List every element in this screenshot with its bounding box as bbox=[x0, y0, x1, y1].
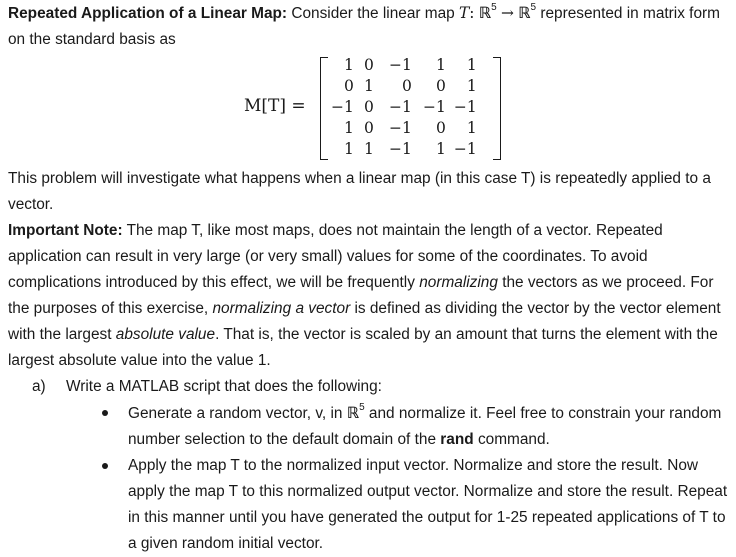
part-a bbox=[8, 374, 730, 400]
note-absolute-value: absolute value bbox=[115, 326, 216, 343]
bullet-1-text-a: Generate a random vector, v, in bbox=[128, 405, 343, 422]
matrix-cell: −1 bbox=[389, 98, 412, 116]
matrix-cell: 1 bbox=[435, 56, 446, 74]
problem-heading: Repeated Application of a Linear Map: bbox=[8, 5, 288, 22]
matrix-cell: 1 bbox=[466, 77, 477, 95]
matrix-cell: 0 bbox=[435, 77, 446, 95]
matrix-equation bbox=[8, 53, 730, 166]
intro-text-2: represented in matrix form on the standard basis as bbox=[8, 5, 720, 48]
note-text-2: the vectors as we proceed. For the purposes of this exercise, bbox=[8, 274, 714, 317]
matrix-cell: 0 bbox=[435, 119, 446, 137]
matrix-right-bracket bbox=[493, 57, 501, 160]
map-symbol: T bbox=[459, 4, 470, 22]
matrix-table bbox=[327, 55, 481, 160]
dimension-superscript: 5 bbox=[530, 1, 537, 13]
note-normalizing: normalizing bbox=[419, 274, 498, 291]
map-colon: : bbox=[469, 4, 475, 22]
bullet-2-text: Apply the map T to the normalized input vector. Normalize and store the result. Now apply the map T to this normalized output vector. Normalize and store the result. Repeat in this manner until you have generated the output for 1-25 repeated applications of T to a given random initial vector. bbox=[128, 457, 728, 552]
intro-text-1: Consider the linear map bbox=[291, 5, 455, 22]
intro-paragraph bbox=[8, 0, 730, 53]
matrix-cell: −1 bbox=[453, 98, 477, 116]
matrix-cell: 0 bbox=[363, 98, 374, 116]
matrix-row bbox=[327, 55, 481, 76]
matrix-cell: 0 bbox=[363, 56, 374, 74]
bullet-icon bbox=[102, 410, 108, 416]
matrix-row bbox=[327, 76, 481, 97]
matrix-row bbox=[327, 118, 481, 139]
note-normalizing-vector: normalizing a vector bbox=[212, 300, 351, 317]
bullet-item bbox=[128, 453, 730, 557]
matrix-cell: 1 bbox=[435, 140, 446, 158]
matrix-cell: 1 bbox=[343, 56, 354, 74]
dimension-superscript: 5 bbox=[491, 1, 497, 13]
matrix-cell: 1 bbox=[363, 77, 374, 95]
matrix-cell: 0 bbox=[363, 119, 374, 137]
matrix-cell: −1 bbox=[331, 98, 354, 116]
real-space-symbol: ℝ bbox=[346, 404, 360, 422]
important-note-paragraph bbox=[8, 218, 730, 374]
matrix-cell: 1 bbox=[343, 140, 354, 158]
part-a-label: a) bbox=[32, 378, 46, 395]
matrix-row bbox=[327, 139, 481, 160]
matrix-label: M[T] = bbox=[244, 96, 306, 116]
matrix-cell: 1 bbox=[343, 119, 354, 137]
map-arrow: → bbox=[500, 4, 514, 22]
matrix-cell: 1 bbox=[466, 56, 477, 74]
matrix-cell: −1 bbox=[389, 56, 412, 74]
bullet-icon bbox=[102, 463, 108, 469]
matrix-cell: −1 bbox=[389, 140, 412, 158]
note-text-3: is defined as dividing the vector by the vector element with the largest bbox=[8, 300, 721, 343]
matrix-cell: 1 bbox=[363, 140, 374, 158]
matrix-cell: 0 bbox=[401, 77, 412, 95]
part-a-text: Write a MATLAB script that does the following: bbox=[66, 378, 382, 395]
matrix-cell: −1 bbox=[389, 119, 412, 137]
matrix-row bbox=[327, 97, 481, 118]
part-a-bullet-list bbox=[8, 400, 730, 557]
matrix-cell: 1 bbox=[466, 119, 477, 137]
note-text-4: . That is, the vector is scaled by an amount that turns the element with the largest absolute value into the value 1. bbox=[8, 326, 718, 369]
real-space-symbol: ℝ bbox=[518, 4, 531, 22]
matrix-cell: 0 bbox=[343, 77, 354, 95]
note-heading: Important Note: bbox=[8, 222, 123, 239]
bullet-1-text-b: and normalize it. Feel free to constrain your random number selection to the default domain of the bbox=[128, 405, 722, 448]
bullet-item bbox=[128, 400, 730, 453]
note-text-1: The map T, like most maps, does not maintain the length of a vector. Repeated application can result in very large (or very small) values for some of the coordinates. To avoid complications introduced by this effect, we will be frequently bbox=[8, 222, 663, 291]
bullet-1-text-c: command. bbox=[477, 431, 550, 448]
matrix-cell: −1 bbox=[423, 98, 446, 116]
dimension-superscript: 5 bbox=[359, 401, 365, 413]
investigate-paragraph: This problem will investigate what happens when a linear map (in this case T) is repeatedly applied to a vector. bbox=[8, 170, 711, 213]
rand-command: rand bbox=[440, 431, 474, 448]
matrix-cell: −1 bbox=[453, 140, 477, 158]
real-space-symbol: ℝ bbox=[478, 4, 492, 22]
problem-document bbox=[8, 0, 730, 557]
